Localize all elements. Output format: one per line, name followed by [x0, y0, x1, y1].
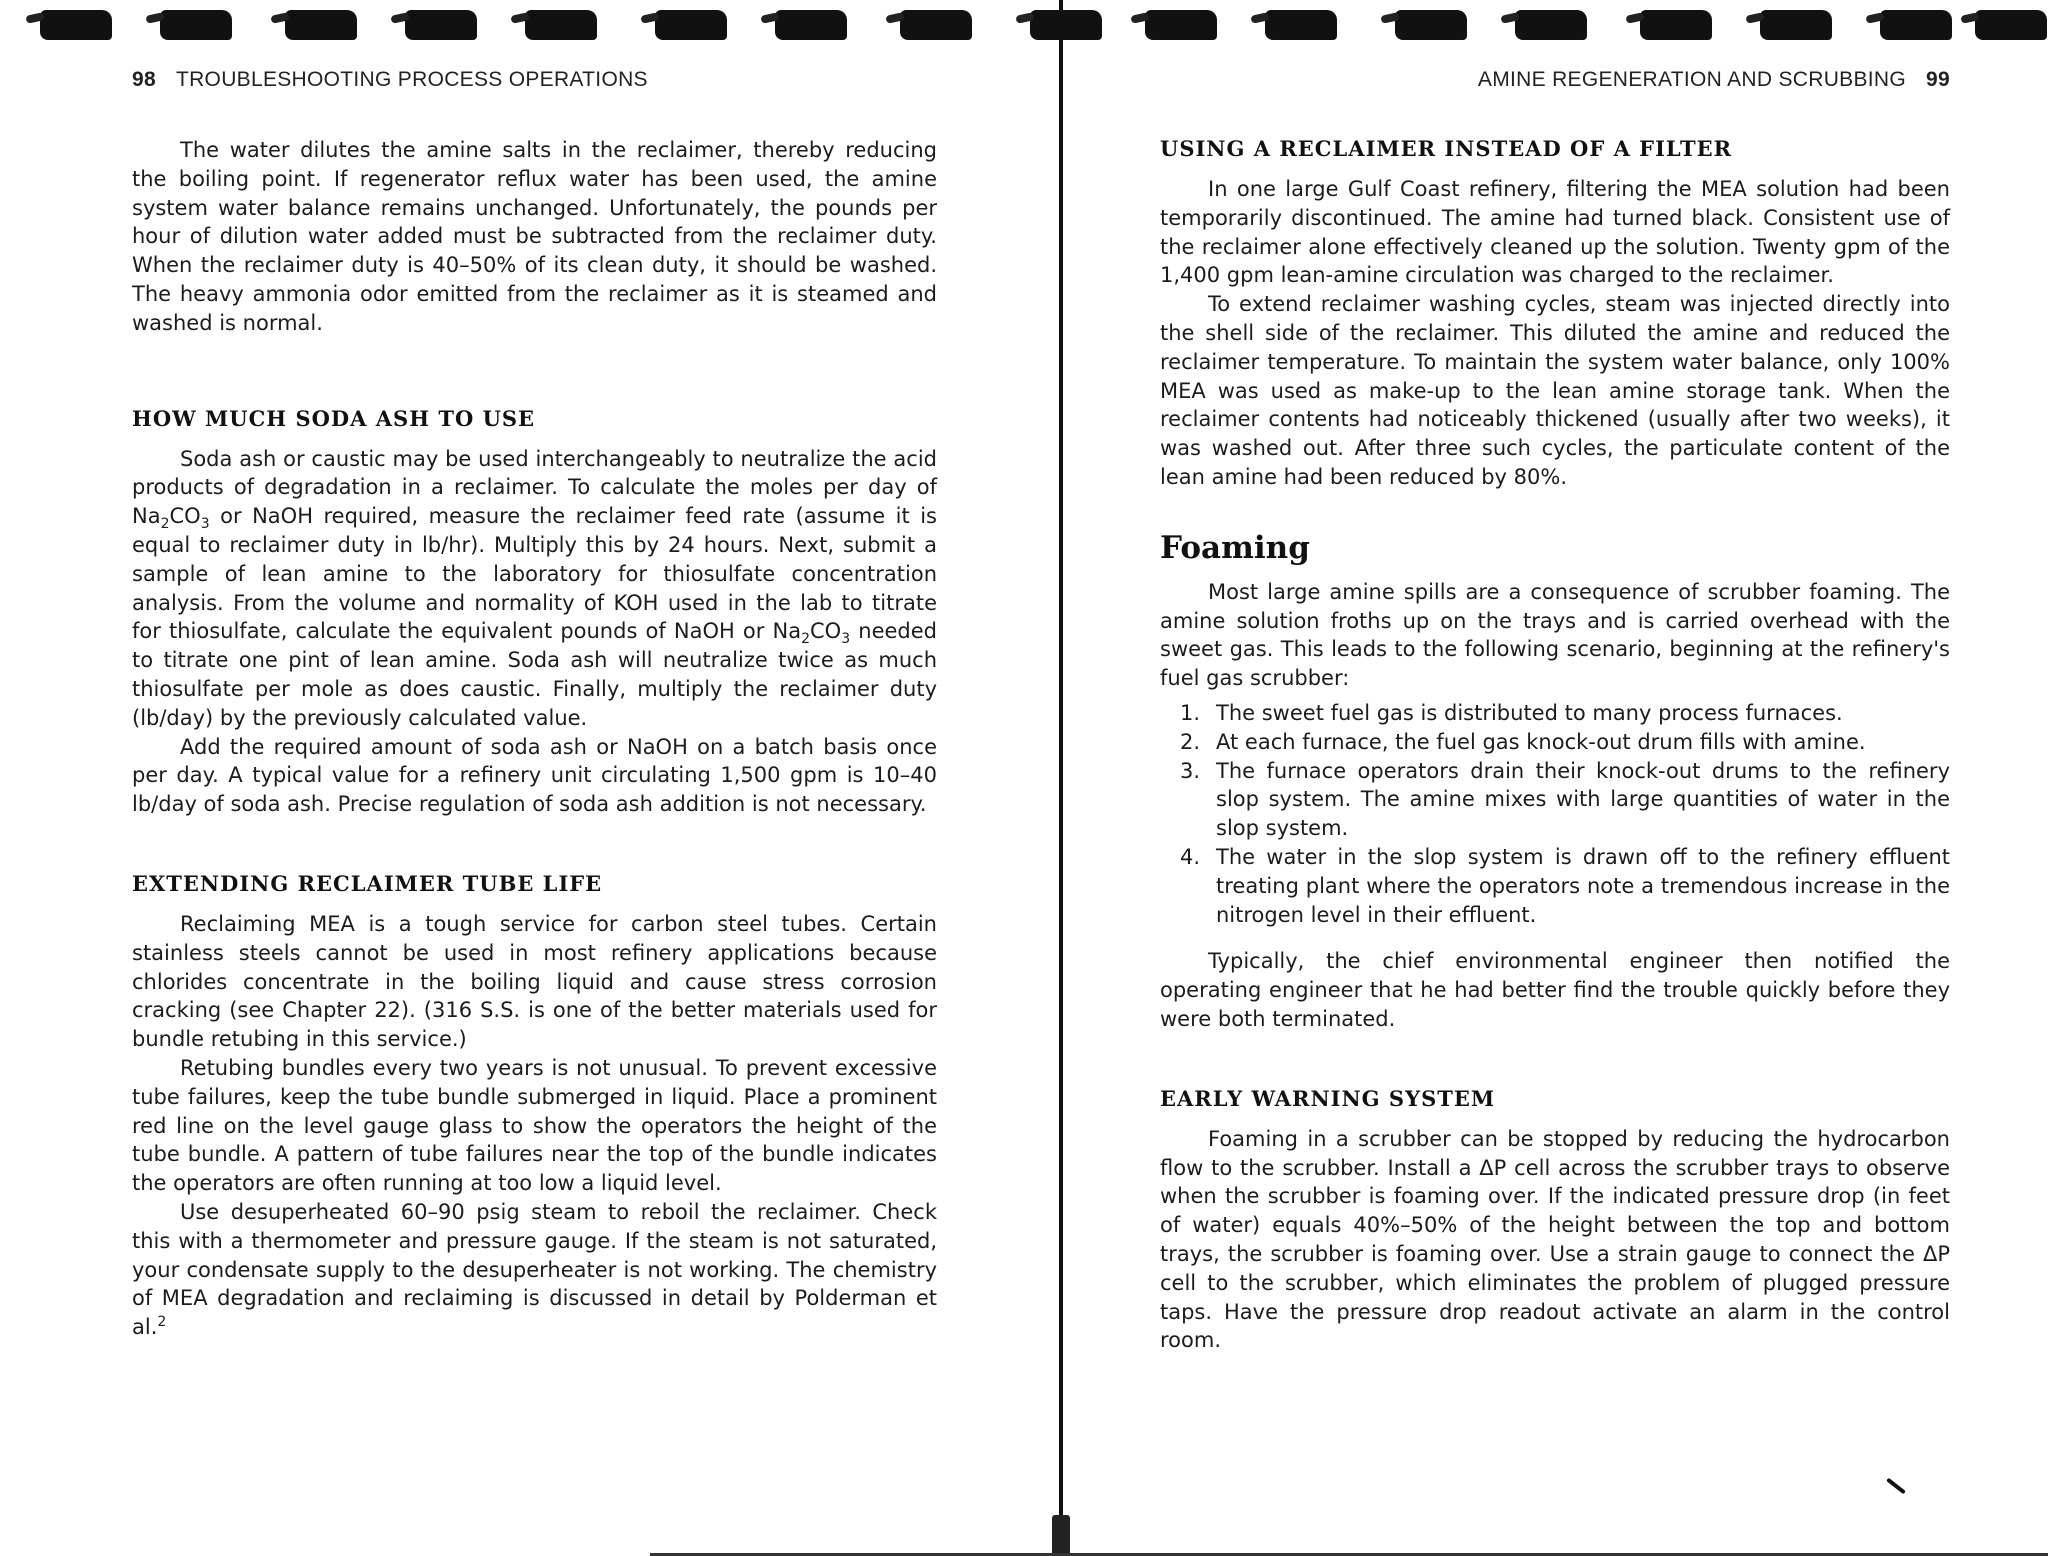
- reclaimer-filter-section: [1160, 175, 1950, 492]
- reclaimer-filter-paragraph-1: In one large Gulf Coast refinery, filtering the MEA solution had been temporarily discontinued. The amine had turned black. Consistent use of the reclaimer alone effectively cleaned up the solution. Twenty gpm of the 1,400 gpm lean-amine circulation was charged to the reclaimer.: [1160, 177, 1950, 288]
- binding-hole: [1145, 10, 1217, 40]
- reclaimer-filter-paragraph-2: To extend reclaimer washing cycles, steam was injected directly into the shell side of the reclaimer. This diluted the amine and reduced the reclaimer temperature. To maintain the system water balance, only 100% MEA was used as make-up to the lean amine storage tank. When the reclaimer contents had noticeably thickened (usually after two weeks), it was washed out. After three such cycles, the particulate content of the lean amine had been reduced by 80%.: [1160, 292, 1950, 489]
- page-number: 98: [132, 68, 156, 91]
- spiral-binding-holes: [0, 0, 2048, 50]
- running-head-title: AMINE REGENERATION AND SCRUBBING: [1477, 68, 1907, 91]
- page-number: 99: [1926, 68, 1950, 91]
- early-warning-section: [1160, 1125, 1950, 1355]
- soda-ash-paragraph-1: Soda ash or caustic may be used interchangeably to neutralize the acid products of degradation in a reclaimer. To calculate the moles per day of $Na_2CO_3$ or NaOH required, measure the reclaimer feed rate (assume it is equal to reclaimer duty in lb/hr). Multiply this by 24 hours. Next, submit a sample of lean amine to the laboratory for thiosulfate concentration analysis. From the volume and normality of KOH used in the lab to titrate for thiosulfate, calculate the equivalent pounds of NaOH or $Na_2CO_3$ needed to titrate one pint of lean amine. Soda ash will neutralize twice as much thiosulfate per mole as does caustic. Finally, multiply the reclaimer duty (lb/day) by the previously calculated value.: [132, 446, 937, 730]
- section-heading-tube-life: EXTENDING RECLAIMER TUBE LIFE: [132, 870, 603, 896]
- tube-life-section: [132, 910, 937, 1342]
- running-head-title: TROUBLESHOOTING PROCESS OPERATIONS: [175, 68, 648, 91]
- list-item: 4. The water in the slop system is drawn off to the refinery effluent treating plant where the operators note a tremendous increase in the nitrogen level in their effluent.: [1180, 844, 1950, 927]
- foaming-paragraph-1: Most large amine spills are a consequence of scrubber foaming. The amine solution froths up on the trays and is carried overhead with the sweet gas. This leads to the following scenario, beginning at the refinery's fuel gas scrubber:: [1160, 579, 1950, 691]
- binding-hole: [405, 10, 477, 40]
- binding-hole: [1515, 10, 1587, 40]
- left-body: [132, 136, 937, 338]
- binding-hole: [285, 10, 357, 40]
- binding-hole: [655, 10, 727, 40]
- footnote-reference: 2: [157, 1314, 167, 1331]
- left-running-head: [132, 62, 937, 98]
- right-running-head: [1160, 62, 1950, 98]
- left-page: [132, 62, 937, 1542]
- binding-hole: [1265, 10, 1337, 40]
- early-warning-paragraph-1: Foaming in a scrubber can be stopped by reducing the hydrocarbon flow to the scrubber. Install a ΔP cell across the scrubber trays to observe when the scrubber is foaming over. If the indicated pressure drop (in feet of water) equals 40%–50% of the height between the top and bottom trays, the scrubber is foaming over. Use a strain gauge to connect the ΔP cell to the scrubber, which eliminates the problem of plugged pressure taps. Have the pressure drop readout activate an alarm in the control room.: [1160, 1126, 1950, 1353]
- section-heading-early-warning: EARLY WARNING SYSTEM: [1160, 1085, 1496, 1111]
- tube-life-paragraph-2: Retubing bundles every two years is not unusual. To prevent excessive tube failures, keep the tube bundle submerged in liquid. Place a prominent red line on the level gauge glass to show the operators the height of the tube bundle. A pattern of tube failures near the top of the bundle indicates the operators are often running at too low a liquid level.: [132, 1055, 937, 1196]
- foaming-paragraph-2: Typically, the chief environmental engineer then notified the operating engineer that he had better find the trouble quickly before they were both terminated.: [1160, 949, 1950, 1031]
- tube-life-paragraph-3: Use desuperheated 60–90 psig steam to reboil the reclaimer. Check this with a thermometer and pressure gauge. If the steam is not saturated, your condensate supply to the desuperheater is not working. The chemistry of MEA degradation and reclaiming is discussed in detail by Polderman et al.$^2$: [132, 1199, 937, 1340]
- soda-ash-section: [132, 445, 937, 819]
- binding-hole: [1030, 10, 1102, 40]
- binding-hole: [1760, 10, 1832, 40]
- binding-hole: [900, 10, 972, 40]
- section-heading-soda-ash: HOW MUCH SODA ASH TO USE: [132, 405, 536, 431]
- binding-hole: [160, 10, 232, 40]
- foaming-section: [1160, 578, 1950, 1034]
- stray-pen-mark: [1886, 1478, 1906, 1495]
- binding-hole: [1395, 10, 1467, 40]
- binding-hole: [1975, 10, 2047, 40]
- opening-paragraph: The water dilutes the amine salts in the reclaimer, thereby reducing the boiling point. If regenerator reflux water has been used, the amine system water balance remains unchanged. Unfortunately, the pounds per hour of dilution water added must be subtracted from the reclaimer duty. When the reclaimer duty is 40–50% of its clean duty, it should be washed. The heavy ammonia odor emitted from the reclaimer as it is steamed and washed is normal.: [132, 138, 937, 335]
- right-page: [1160, 62, 1950, 1542]
- tube-life-paragraph-1: Reclaiming MEA is a tough service for carbon steel tubes. Certain stainless steels cannot be used in most refinery applications because chlorides concentrate in the boiling liquid and cause stress corrosion cracking (see Chapter 22). (316 S.S. is one of the better materials used for bundle retubing in this service.): [132, 911, 937, 1052]
- book-spine-foot: [1052, 1515, 1070, 1553]
- binding-hole: [775, 10, 847, 40]
- list-item: 1. The sweet fuel gas is distributed to many process furnaces.: [1180, 700, 1843, 725]
- foaming-scenario-list: [1160, 699, 1950, 929]
- binding-hole: [1880, 10, 1952, 40]
- book-spine-line: [1059, 0, 1063, 1556]
- binding-hole: [525, 10, 597, 40]
- chapter-heading-foaming: Foaming: [1160, 529, 1310, 566]
- soda-ash-paragraph-2: Add the required amount of soda ash or NaOH on a batch basis once per day. A typical value for a refinery unit circulating 1,500 gpm is 10–40 lb/day of soda ash. Precise regulation of soda ash addition is not necessary.: [132, 734, 937, 817]
- list-item: 2. At each furnace, the fuel gas knock-out drum fills with amine.: [1180, 729, 1866, 754]
- binding-hole: [40, 10, 112, 40]
- section-heading-reclaimer-filter: USING A RECLAIMER INSTEAD OF A FILTER: [1160, 136, 1733, 161]
- binding-hole: [1640, 10, 1712, 40]
- list-item: 3. The furnace operators drain their knock-out drums to the refinery slop system. The amine mixes with large quantities of water in the slop system.: [1180, 758, 1950, 841]
